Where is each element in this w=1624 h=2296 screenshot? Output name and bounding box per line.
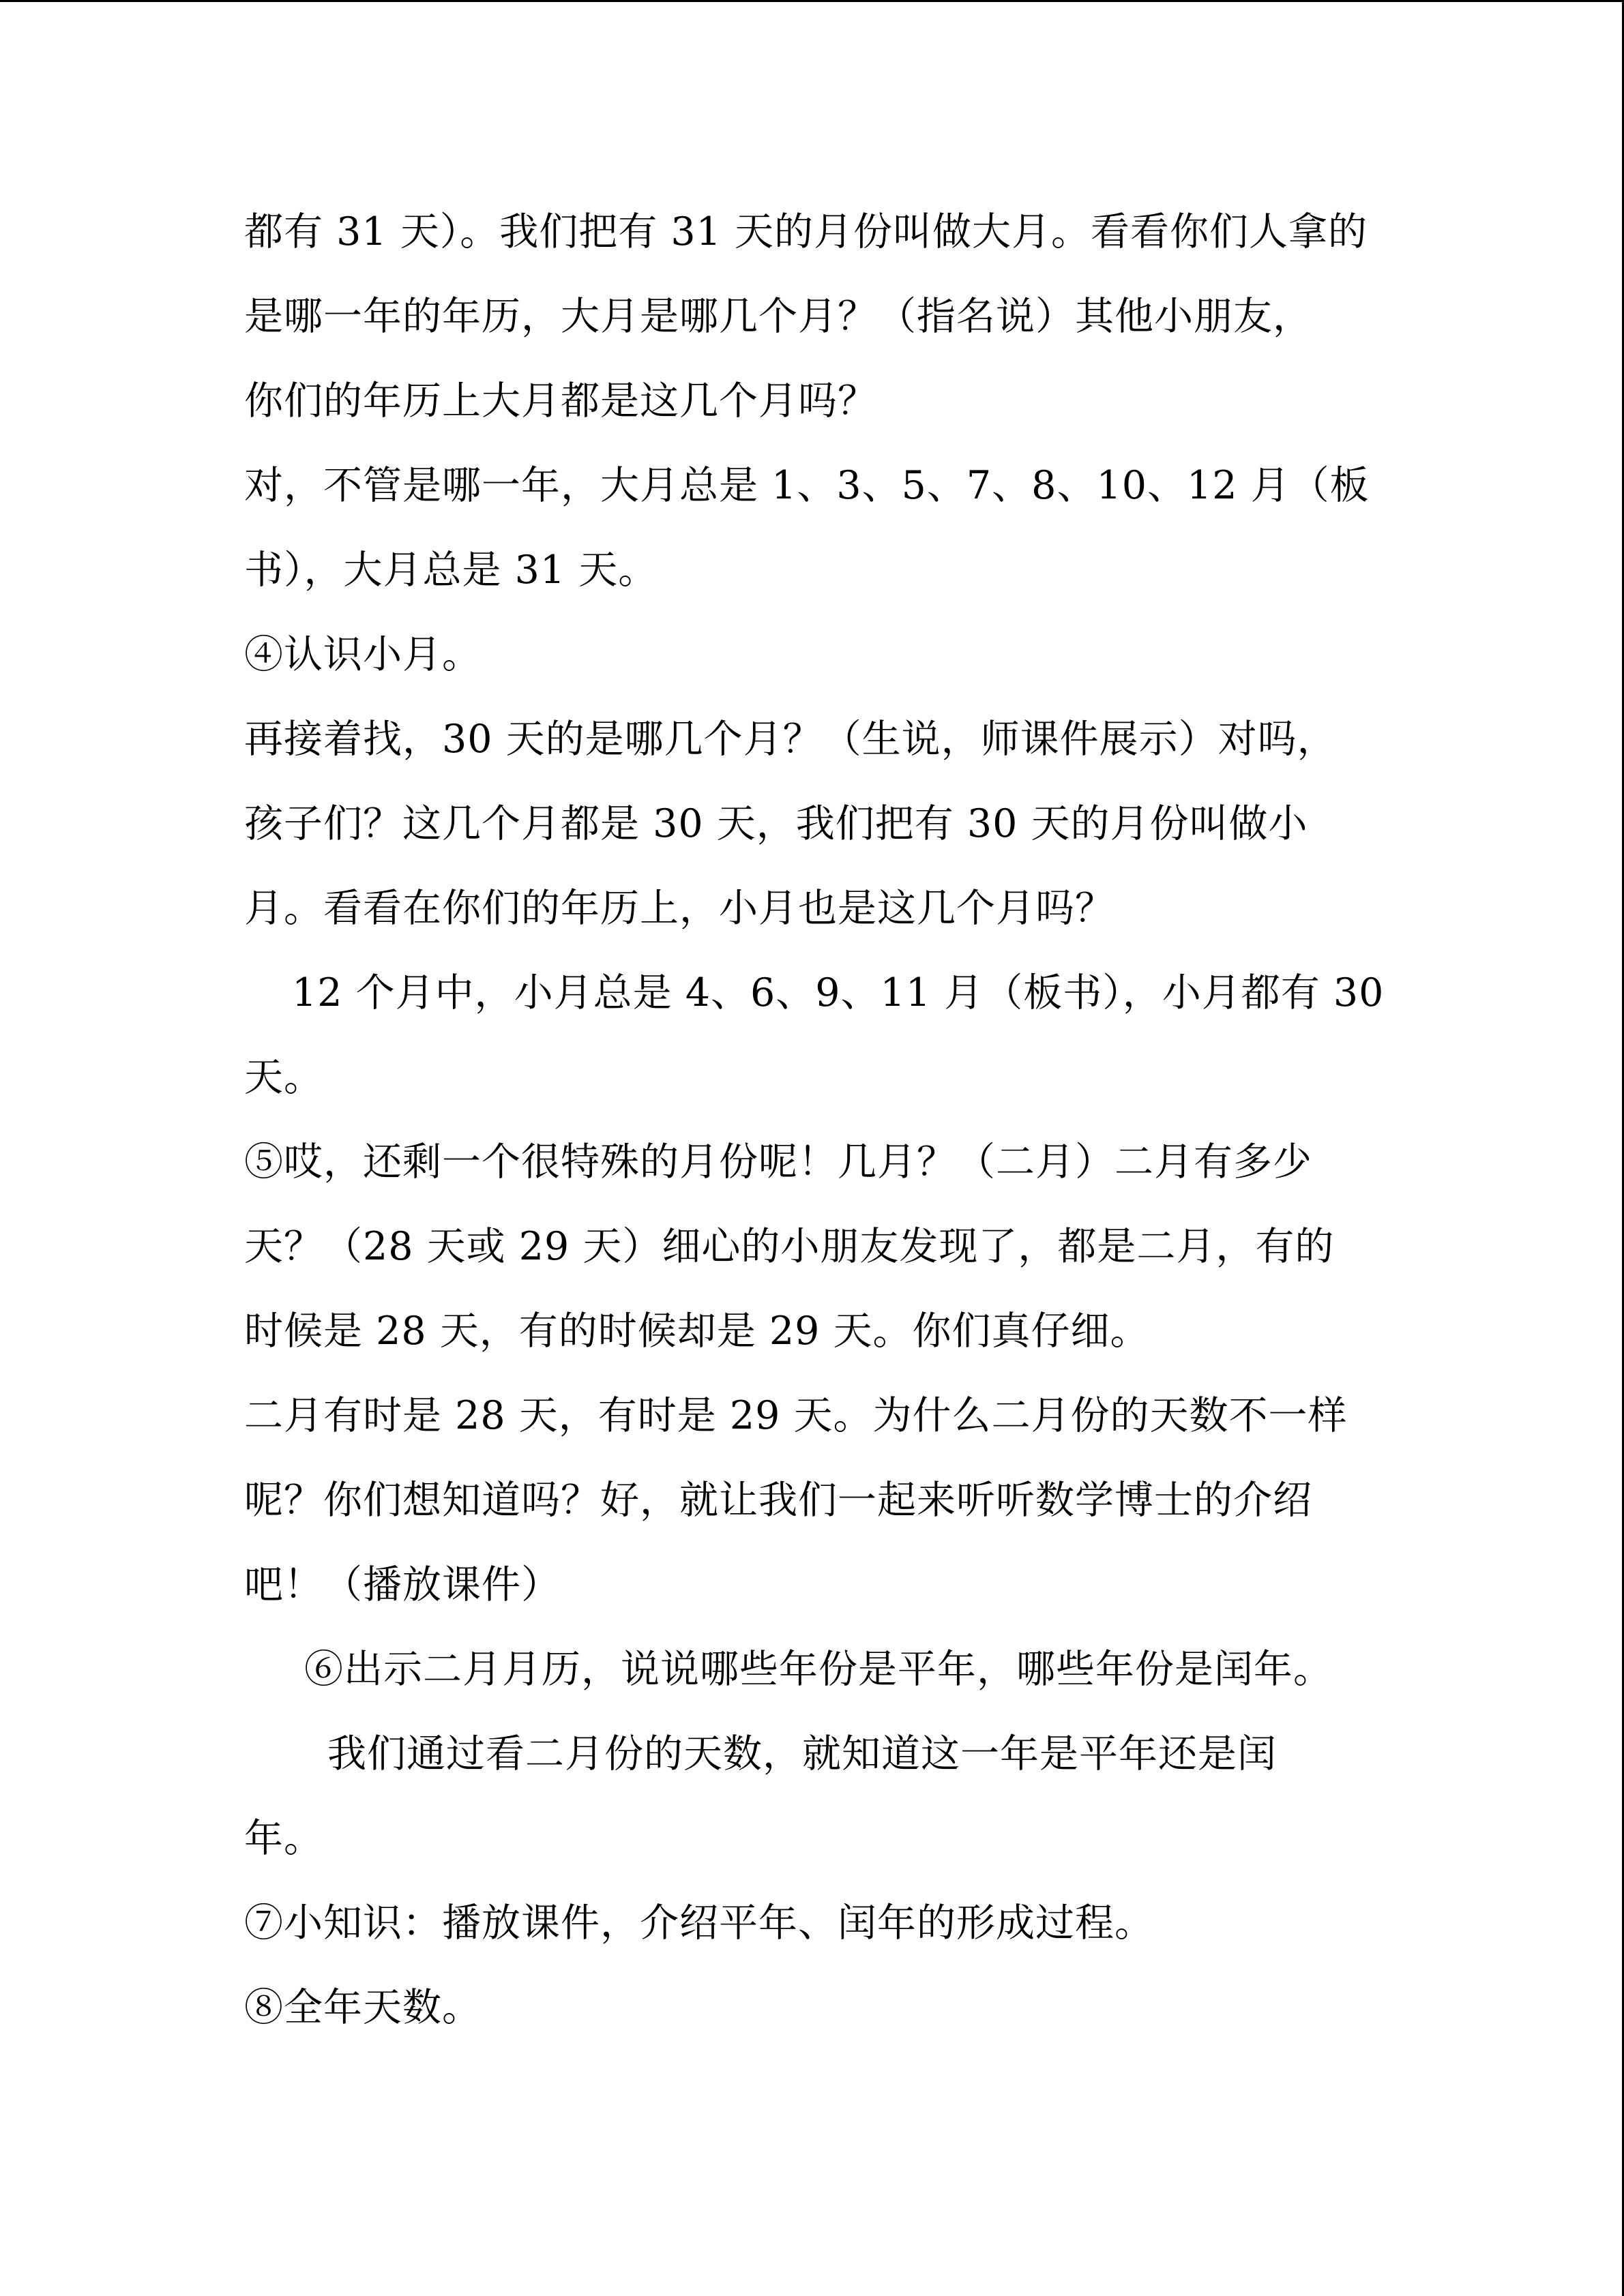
text-line: 时候是 28 天，有的时候却是 29 天。你们真仔细。 <box>244 1309 1150 1354</box>
text-line: 天？（28 天或 29 天）细心的小朋友发现了，都是二月，有的 <box>244 1224 1335 1269</box>
text-line: 月。看看在你们的年历上，小月也是这几个月吗？ <box>244 886 1114 931</box>
text-line: 孩子们？这几个月都是 30 天，我们把有 30 天的月份叫做小 <box>244 801 1308 846</box>
text-line: 对，不管是哪一年，大月总是 1、3、5、7、8、10、12 月（板 <box>244 463 1370 508</box>
text-line: 再接着找，30 天的是哪几个月？（生说，师课件展示）对吗， <box>244 717 1337 762</box>
text-line: ④认识小月。 <box>244 632 482 677</box>
page-border-top <box>0 0 1624 2</box>
text-line: 书），大月总是 31 天。 <box>244 548 658 593</box>
text-line: ⑦小知识：播放课件，介绍平年、闰年的形成过程。 <box>244 1900 1154 1945</box>
text-line: ⑤哎，还剩一个很特殊的月份呢！几月？（二月）二月有多少 <box>244 1139 1312 1184</box>
text-line: ⑧全年天数。 <box>244 1985 482 2030</box>
text-line: 天。 <box>244 1055 323 1100</box>
text-line: 年。 <box>244 1816 323 1861</box>
text-line: ⑥出示二月月历，说说哪些年份是平年，哪些年份是闰年。 <box>304 1647 1333 1692</box>
text-line: 吧！（播放课件） <box>244 1562 561 1607</box>
text-line: 我们通过看二月份的天数，就知道这一年是平年还是闰 <box>327 1731 1277 1776</box>
text-line: 12 个月中，小月总是 4、6、9、11 月（板书），小月都有 30 <box>292 970 1385 1015</box>
text-line: 你们的年历上大月都是这几个月吗？ <box>244 378 877 423</box>
text-line: 是哪一年的年历，大月是哪几个月？（指名说）其他小朋友， <box>244 294 1312 339</box>
text-line: 二月有时是 28 天，有时是 29 天。为什么二月份的天数不一样 <box>244 1393 1348 1438</box>
text-line: 都有 31 天）。我们把有 31 天的月份叫做大月。看看你们人拿的 <box>244 209 1368 254</box>
text-line: 呢？你们想知道吗？好，就让我们一起来听听数学博士的介绍 <box>244 1478 1312 1523</box>
